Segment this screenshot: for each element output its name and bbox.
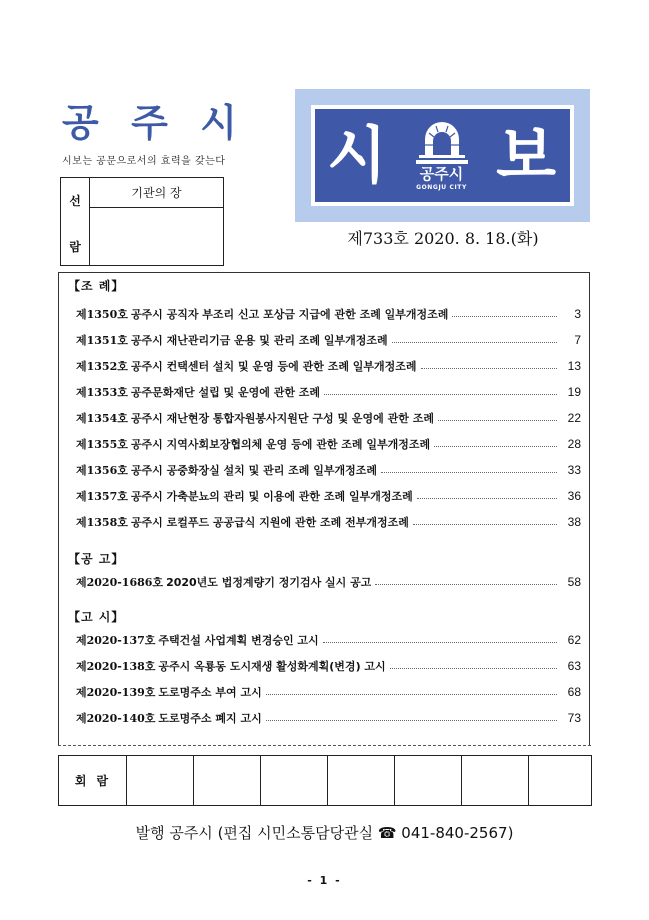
entry-page: 63 xyxy=(567,659,581,673)
toc-entry[interactable] xyxy=(68,457,589,483)
dot-leader xyxy=(413,524,557,525)
circulation-label: 회람 xyxy=(59,756,127,805)
entry-number: 제2020-140호 xyxy=(76,712,156,725)
approval-head-cell: 기관의 장 xyxy=(90,178,223,208)
city-title xyxy=(62,92,237,147)
toc-entry[interactable] xyxy=(68,509,589,535)
approval-label-column xyxy=(61,178,90,265)
entry-title: 공주시 지역사회보장협의체 운영 등에 관한 조례 일부개정조례 xyxy=(130,438,431,451)
dot-leader xyxy=(417,498,557,499)
entry-title: 도로명주소 부여 고시 xyxy=(158,686,262,699)
city-emblem xyxy=(407,121,477,191)
entry-page: 38 xyxy=(567,515,581,529)
circulation-sign-cell xyxy=(261,756,328,805)
dot-leader xyxy=(438,420,557,421)
dot-leader xyxy=(392,342,557,343)
entry-title: 공주시 가축분뇨의 관리 및 이용에 관한 조례 일부개정조례 xyxy=(130,490,413,503)
entry-page: 7 xyxy=(574,333,581,347)
emblem-korean-name: 공주시 xyxy=(419,164,464,183)
toc-entry[interactable] xyxy=(68,653,589,679)
dot-leader xyxy=(421,368,557,369)
entry-page: 62 xyxy=(567,633,581,647)
entry-title: 주택건설 사업계획 변경승인 고시 xyxy=(158,634,319,647)
city-title-char: 주 xyxy=(131,101,168,145)
entry-number: 제2020-137호 xyxy=(76,634,156,647)
entry-number: 제1352호 xyxy=(76,360,128,373)
approval-sign-cell xyxy=(90,208,223,265)
circulation-sign-cell xyxy=(194,756,261,805)
publisher-line: 발행 공주시 (편집 시민소통담당관실 ☎ 041-840-2567) xyxy=(135,824,514,842)
gazette-logo xyxy=(295,89,590,222)
city-title-char: 공 xyxy=(62,101,99,145)
logo-char-right: 보 xyxy=(496,118,556,192)
entry-page: 22 xyxy=(567,411,581,425)
dot-leader xyxy=(375,584,557,585)
entry-title: 2020년도 법정계량기 정기검사 실시 공고 xyxy=(166,576,372,589)
entry-title: 공주시 컨택센터 설치 및 운영 등에 관한 조례 일부개정조례 xyxy=(130,360,417,373)
toc-entry[interactable] xyxy=(68,679,589,705)
entry-number: 제1353호 xyxy=(76,386,128,399)
circulation-sign-cell xyxy=(395,756,462,805)
toc-entry[interactable] xyxy=(68,627,589,653)
circulation-table xyxy=(58,755,592,806)
entry-title: 공주시 옥룡동 도시재생 활성화계획(변경) 고시 xyxy=(158,660,386,673)
approval-label-top: 선 xyxy=(69,194,81,208)
dot-leader xyxy=(434,446,557,447)
entry-page: 33 xyxy=(567,463,581,477)
entry-title: 도로명주소 폐지 고시 xyxy=(158,712,262,725)
toc-entry[interactable] xyxy=(68,405,589,431)
toc-entry[interactable] xyxy=(68,483,589,509)
dot-leader xyxy=(324,394,557,395)
spacer xyxy=(68,535,589,549)
circulation-sign-cell xyxy=(529,756,591,805)
subtitle: 시보는 공문으로서의 효력을 갖는다 xyxy=(62,156,226,167)
entry-page: 58 xyxy=(567,575,581,589)
entry-number: 제1355호 xyxy=(76,438,128,451)
entry-title: 공주시 재난현장 통합자원봉사지원단 구성 및 운영에 관한 조례 xyxy=(130,412,434,425)
toc-entry[interactable] xyxy=(68,301,589,327)
toc-entry[interactable] xyxy=(68,569,589,595)
toc-entry[interactable] xyxy=(68,431,589,457)
issue-number-date: 제733호 2020. 8. 18.(화) xyxy=(347,229,539,248)
spacer xyxy=(68,595,589,607)
entry-number: 제1351호 xyxy=(76,334,128,347)
section-heading-announcements: 【공 고】 xyxy=(68,552,125,566)
section-heading-ordinances: 【조 례】 xyxy=(68,279,125,293)
entry-number: 제1356호 xyxy=(76,464,128,477)
circulation-sign-cell xyxy=(462,756,529,805)
city-title-char: 시 xyxy=(200,101,237,145)
toc-entry[interactable] xyxy=(68,379,589,405)
page-number: - 1 - xyxy=(307,874,342,887)
dot-leader xyxy=(390,668,557,669)
dot-leader xyxy=(266,720,557,721)
section-heading-notices: 【고 시】 xyxy=(68,610,125,624)
entry-number: 제2020-1686호 xyxy=(76,576,164,589)
entry-page: 13 xyxy=(567,359,581,373)
entry-number: 제2020-139호 xyxy=(76,686,156,699)
entry-title: 공주문화재단 설립 및 운영에 관한 조례 xyxy=(130,386,321,399)
circulation-sign-cell xyxy=(328,756,395,805)
dot-leader xyxy=(323,642,557,643)
dot-leader xyxy=(452,316,557,317)
entry-number: 제1358호 xyxy=(76,516,128,529)
entry-title: 공주시 공직자 부조리 신고 포상금 지급에 관한 조례 일부개정조례 xyxy=(130,308,449,321)
table-of-contents xyxy=(58,272,590,746)
entry-title: 공주시 공중화장실 설치 및 관리 조례 일부개정조례 xyxy=(130,464,377,477)
arch-gate-icon xyxy=(415,121,469,165)
dot-leader xyxy=(381,472,557,473)
emblem-english-name: GONGJU CITY xyxy=(416,183,467,191)
entry-number: 제2020-138호 xyxy=(76,660,156,673)
entry-number: 제1354호 xyxy=(76,412,128,425)
approval-label-bottom: 람 xyxy=(69,240,81,254)
entry-page: 19 xyxy=(567,385,581,399)
toc-entry[interactable] xyxy=(68,353,589,379)
entry-number: 제1350호 xyxy=(76,308,128,321)
entry-title: 공주시 재난관리기금 운용 및 관리 조례 일부개정조례 xyxy=(130,334,388,347)
entry-title: 공주시 로컬푸드 공공급식 지원에 관한 조례 전부개정조례 xyxy=(130,516,409,529)
entry-page: 73 xyxy=(567,711,581,725)
logo-char-left: 시 xyxy=(327,118,387,192)
toc-entry[interactable] xyxy=(68,327,589,353)
approval-right-column xyxy=(90,178,223,265)
toc-entry[interactable] xyxy=(68,705,589,731)
logo-white-frame xyxy=(311,105,574,206)
circulation-sign-cell xyxy=(127,756,194,805)
entry-page: 68 xyxy=(567,685,581,699)
entry-number: 제1357호 xyxy=(76,490,128,503)
entry-page: 28 xyxy=(567,437,581,451)
logo-inner-panel xyxy=(315,109,570,202)
dot-leader xyxy=(266,694,557,695)
approval-box xyxy=(60,177,224,266)
entry-page: 3 xyxy=(574,307,581,321)
entry-page: 36 xyxy=(567,489,581,503)
